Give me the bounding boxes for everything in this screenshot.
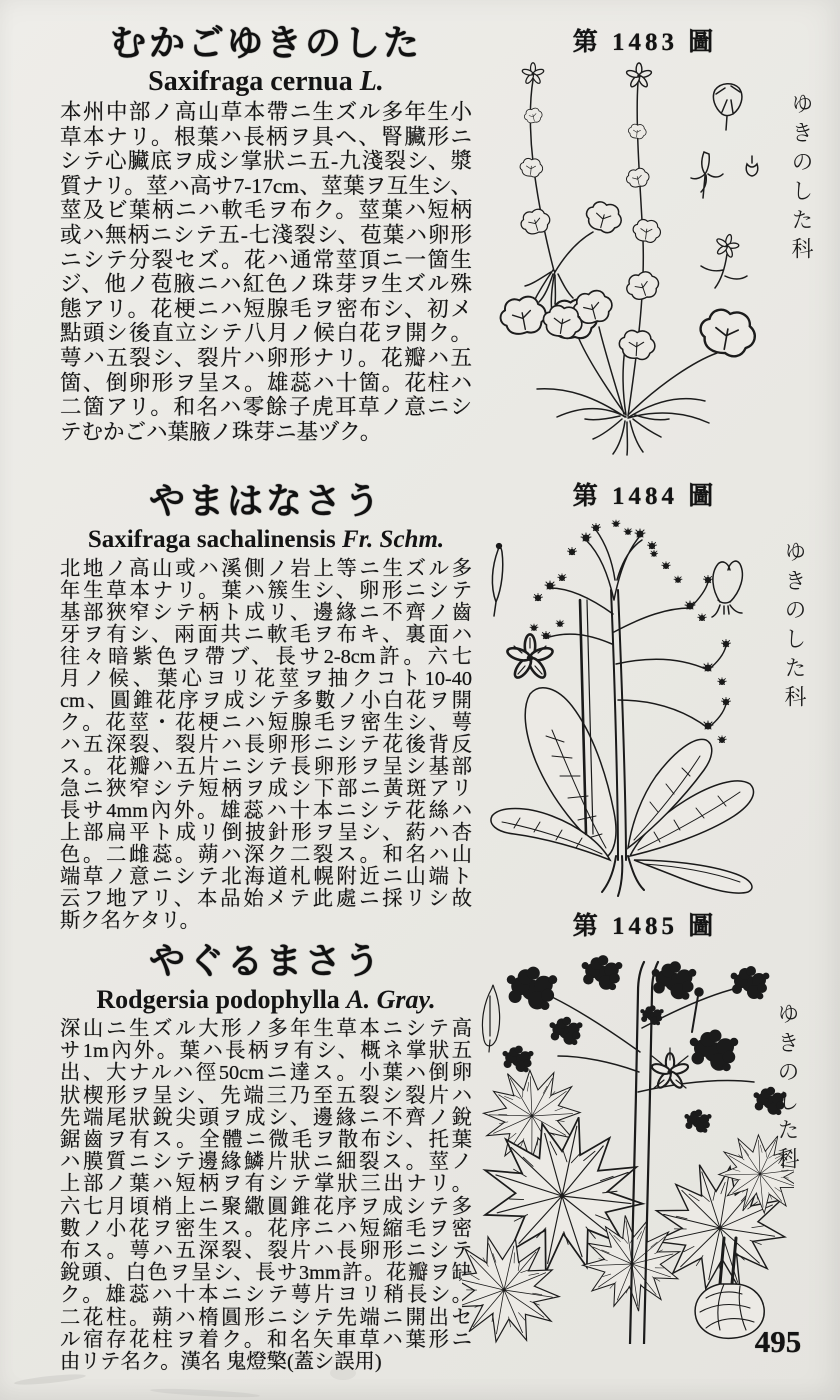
entry-yamahanasou	[60, 478, 472, 932]
entry-title: やまはなさう	[148, 480, 383, 521]
body-text-line: 基部狹窄シテ柄ト成リ、邊緣ニ不齊ノ齒	[60, 602, 472, 624]
entry-title: むかごゆきのした	[109, 22, 422, 63]
body-text-line: 急ニ狹窄シテ短柄ヲ成シ下部ニ黃斑アリ	[60, 778, 472, 800]
latin-name	[60, 984, 472, 1015]
entry-body	[60, 1018, 472, 1373]
figure-1483-illustration	[475, 58, 775, 458]
saxifraga-cernua-drawing	[499, 63, 760, 455]
body-text-line: 出、大ナルハ徑50cmニ達ス。小葉ハ倒卵	[60, 1062, 472, 1085]
species-name: Saxifraga cernua	[148, 66, 353, 97]
body-text-line: 或ハ無柄ニシテ五-七淺裂シ、苞葉ハ卵形	[60, 222, 472, 247]
body-text-line: 六七月頃梢上ニ聚繖圓錐花序ヲ成シテ多	[60, 1195, 472, 1218]
body-text-line: 色。二雌蕊。蒴ハ深ク二裂ス。和名ハ山	[60, 844, 472, 866]
author-abbrev: Fr. Schm.	[342, 526, 445, 553]
body-text-line: 上部ノ葉ハ短柄ヲ有シテ掌狀三出ナリ。	[60, 1173, 472, 1196]
body-text-line: 二箇アリ。和名ハ零餘子虎耳草ノ意ニシ	[60, 395, 472, 420]
body-text-line: 銳頭、白色ヲ呈シ、長サ3mm許。花瓣ヲ缺	[60, 1262, 472, 1285]
figure-1484-illustration	[468, 508, 780, 900]
body-text-line: cm、圓錐花序ヲ成シテ多數ノ小白花ヲ開	[60, 690, 472, 712]
figure-caption-1483: 第 1483 圖	[572, 29, 718, 56]
body-text-line: ル宿存花柱ヲ着ク。和名矢車草ハ葉形ニ	[60, 1328, 472, 1351]
body-text-line: 月ノ候、葉心ヨリ花莖ヲ抽クコト10-40	[60, 668, 472, 690]
body-text-line: ス。花瓣ハ五片ニシテ長卵形ヲ呈シ基部	[60, 756, 472, 778]
family-label-vertical: ゆきのした科	[782, 540, 807, 714]
body-text-line: 北地ノ高山或ハ溪側ノ岩上等ニ生ズル多	[60, 558, 472, 580]
body-text-line: 本州中部ノ高山草本帶ニ生ズル多年生小	[60, 100, 472, 124]
body-text-line: 斯ク名ケタリ。	[60, 910, 200, 932]
scan-smudge	[330, 1366, 356, 1380]
body-text-line: ク。雄蕊ハ十本ニシテ萼片ヨリ稍長シ。	[60, 1284, 472, 1307]
body-text-line: 二花柱。蒴ハ楕圓形ニシテ先端ニ開出セ	[60, 1306, 472, 1329]
body-text-line: 牙ヲ有シ、兩面共ニ軟毛ヲ布キ、裏面ハ	[60, 624, 472, 646]
body-text-line: ク。花莖・花梗ニハ短腺毛ヲ密生シ、萼	[60, 712, 472, 734]
author-abbrev: A. Gray.	[346, 985, 436, 1014]
body-text-line: 端草ノ意ニシテ北海道札幌附近ニ山端ト	[60, 866, 472, 888]
saxifraga-sachalinensis-drawing	[491, 520, 753, 896]
body-text-line: 箇、倒卵形ヲ呈ス。雄蕊ハ十箇。花柱ハ	[60, 370, 472, 395]
body-text-line: 鋸齒ヲ有ス。全體ニ微毛ヲ散布シ、托葉	[60, 1129, 472, 1152]
body-text-line: 莖及ビ葉柄ニハ軟毛ヲ布ク。莖葉ハ短柄	[60, 198, 472, 223]
figure-1485-illustration	[462, 934, 794, 1344]
family-label-vertical: ゆきのした科	[775, 1002, 800, 1176]
body-text-line: 云フ地アリ、本品始メテ此處ニ採リシ故	[60, 888, 472, 910]
body-text-line: 上部扁平ト成リ倒披針形ヲ呈シ、葯ハ杏	[60, 822, 472, 844]
body-text-line: 草本ナリ。根葉ハ長柄ヲ具ヘ、腎臟形ニ	[60, 124, 472, 149]
body-text-line: 狀楔形ヲ呈シ、先端三乃至五裂シ裂片ハ	[60, 1084, 472, 1107]
body-text-line: テむかごハ葉腋ノ珠芽ニ基ヅク。	[60, 419, 382, 444]
rodgersia-podophylla-drawing	[462, 955, 794, 1344]
body-text-line: 年生草本ナリ。葉ハ簇生シ、卵形ニシテ	[60, 580, 472, 602]
species-name: Saxifraga sachalinensis	[87, 526, 336, 553]
family-label-vertical: ゆきのした科	[789, 92, 814, 266]
body-text-line: シテ心臟底ヲ成シ掌狀ニ五-九淺裂シ、漿	[60, 149, 472, 174]
entry-mukago-yukinoshita	[60, 20, 472, 444]
entry-yagurumasou	[60, 938, 472, 1373]
body-text-line: ハ膜質ニシテ邊緣鱗片狀ニ細裂ス。莖ノ	[60, 1151, 472, 1174]
entry-body	[60, 100, 472, 444]
body-text-line: 深山ニ生ズル大形ノ多年生草本ニシテ高	[60, 1018, 472, 1040]
body-text-line: 萼ハ五裂シ、裂片ハ卵形ナリ。花瓣ハ五	[60, 345, 472, 370]
scan-smudge	[150, 1387, 260, 1399]
figure-caption-1485: 第 1485 圖	[572, 913, 718, 940]
figure-caption-1484: 第 1484 圖	[572, 483, 718, 510]
body-text-line: 先端尾狀銳尖頭ヲ成シ、邊緣ニ不齊ノ銳	[60, 1106, 472, 1129]
body-text-line: 質ナリ。莖ハ高サ7-17cm、莖葉ヲ互生シ、	[60, 173, 472, 198]
entry-title: やぐるまさう	[148, 940, 383, 981]
body-text-line: 布ス。萼ハ五深裂、裂片ハ長卵形ニシテ	[60, 1240, 472, 1263]
scan-smudge	[14, 1372, 86, 1386]
author-abbrev: L.	[359, 66, 384, 97]
latin-name	[60, 524, 472, 555]
body-text-line: 往々暗紫色ヲ帶ブ、長サ2-8cm許。六七	[60, 646, 472, 668]
body-text-line: 由リテ名ク。漢名 鬼燈檠(蓋シ誤用)	[60, 1351, 382, 1374]
body-text-line: 數ノ小花ヲ密生ス。花序ニハ短縮毛ヲ密	[60, 1217, 472, 1240]
species-name: Rodgersia podophylla	[96, 985, 340, 1014]
body-text-line: ハ五深裂、裂片ハ長卵形ニシテ花後背反	[60, 734, 472, 756]
body-text-line: サ1m內外。葉ハ長柄ヲ有シ、概ネ掌狀五	[60, 1040, 472, 1063]
body-text-line: 長サ4mm內外。雄蕊ハ十本ニシテ花絲ハ	[60, 800, 472, 822]
body-text-line: ニシテ分裂セズ。花ハ通常莖頂ニ一箇生	[60, 247, 472, 272]
body-text-line: ジ、他ノ苞腋ニハ紅色ノ珠芽ヲ生ズル殊	[60, 272, 472, 297]
latin-name	[60, 66, 472, 97]
body-text-line: 點頭シ後直立シテ八月ノ候白花ヲ開ク。	[60, 321, 472, 346]
entry-body	[60, 558, 472, 932]
page-number: 495	[754, 1324, 802, 1359]
body-text-line: 態アリ。花梗ニハ短腺毛ヲ密布シ、初メ	[60, 296, 472, 321]
